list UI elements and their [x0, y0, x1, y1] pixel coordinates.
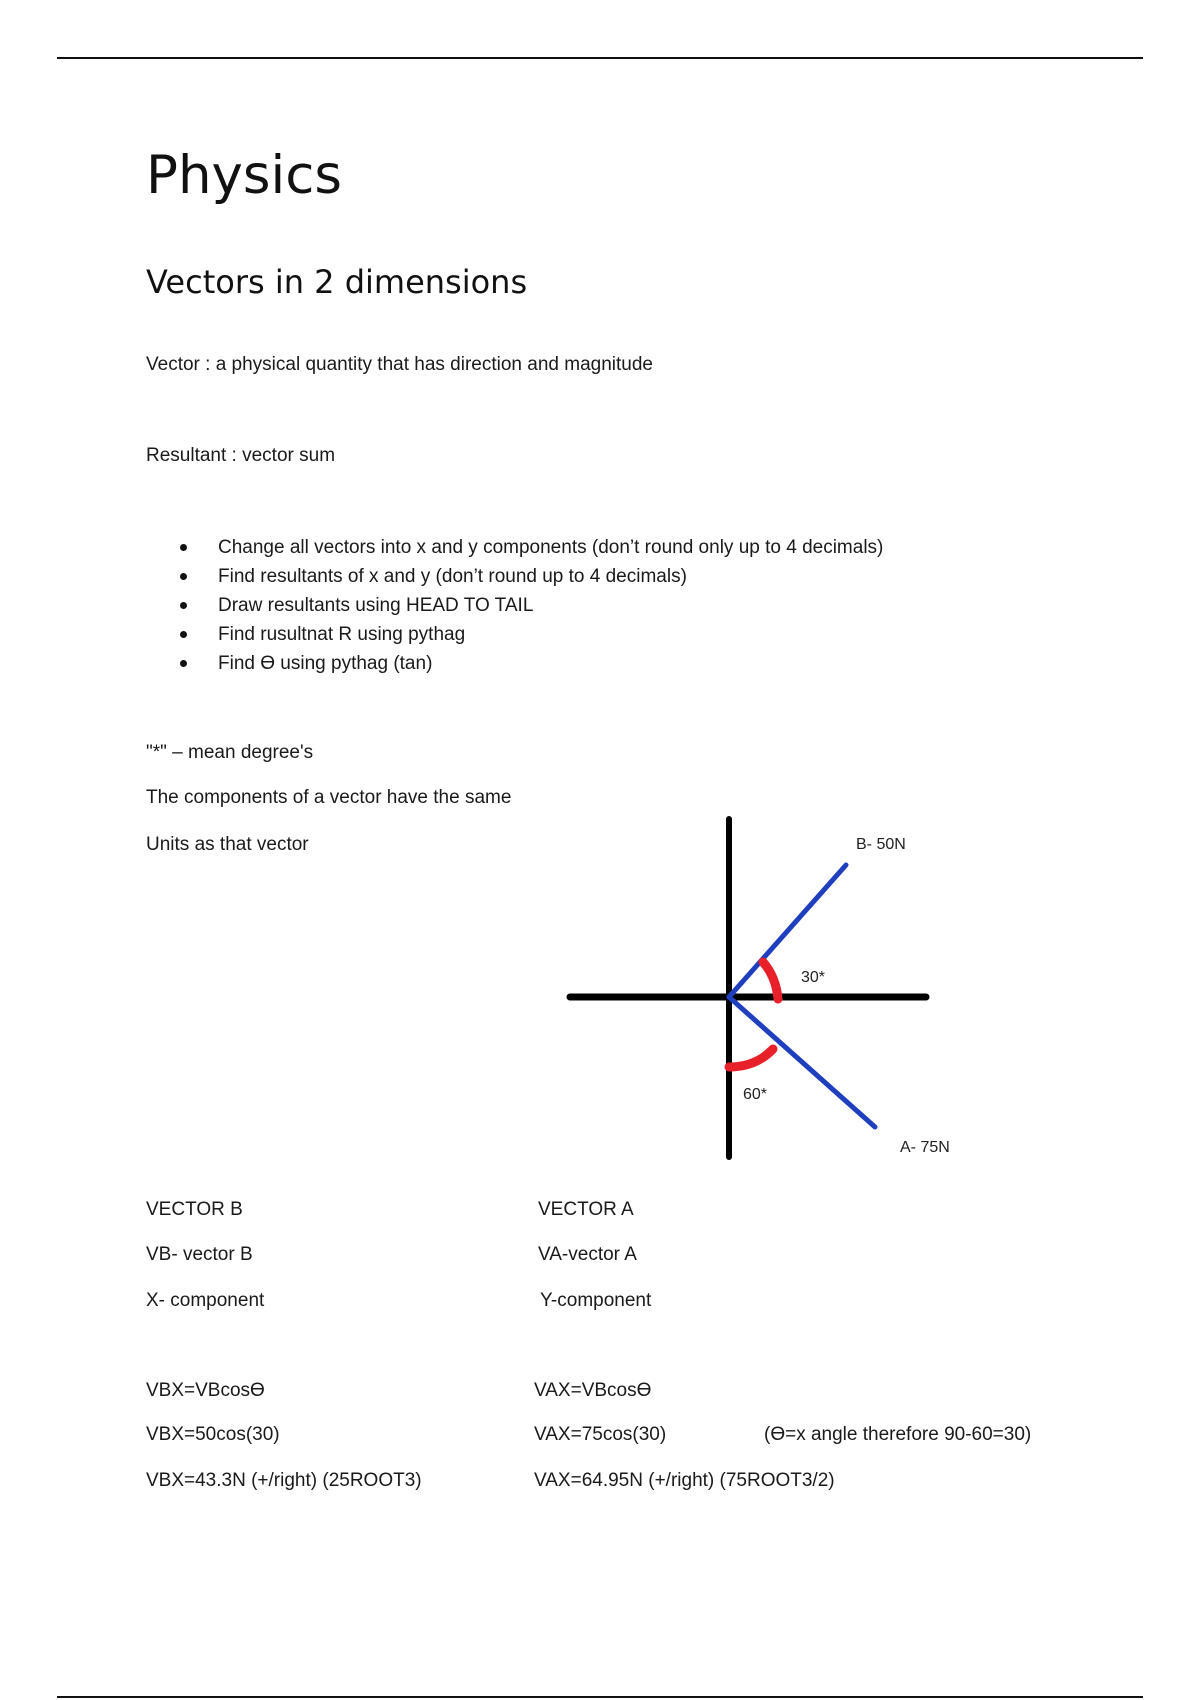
vector-a-substitution: VAX=75cos(30) [534, 1424, 667, 1445]
vector-a-formula: VAX=VBcosϴ [534, 1380, 652, 1401]
bullet-icon [180, 660, 187, 667]
list-item: Find rusultnat R using pythag [146, 620, 883, 649]
vector-b-formula: VBX=VBcosϴ [146, 1380, 265, 1401]
angle-30-arc [763, 962, 778, 999]
bullet-icon [180, 544, 187, 551]
list-item: Find ϴ using pythag (tan) [146, 649, 883, 678]
angle-note: (ϴ=x angle therefore 90-60=30) [764, 1424, 1032, 1445]
steps-list [146, 533, 883, 678]
bottom-rule [57, 1696, 1143, 1698]
vector-a-result: VAX=64.95N (+/right) (75ROOT3/2) [534, 1470, 835, 1491]
vector-definition: Vector : a physical quantity that has direction and magnitude [146, 354, 653, 375]
angle-60-label: 60* [743, 1086, 768, 1103]
angle-60-arc [729, 1049, 773, 1067]
list-item: Draw resultants using HEAD TO TAIL [146, 591, 883, 620]
list-item: Change all vectors into x and y components (don’t round only up to 4 decimals) [146, 533, 883, 562]
vector-b-substitution: VBX=50cos(30) [146, 1424, 280, 1445]
vector-b-line [729, 865, 846, 997]
bullet-icon [180, 631, 187, 638]
list-item: Find resultants of x and y (don’t round up to 4 decimals) [146, 562, 883, 591]
vector-b-component: X- component [146, 1290, 265, 1311]
vector-b-result: VBX=43.3N (+/right) (25ROOT3) [146, 1470, 422, 1491]
bullet-icon [180, 573, 187, 580]
vector-a-label: A- 75N [900, 1139, 950, 1156]
vector-b-heading: VECTOR B [146, 1199, 243, 1220]
components-note-line1: The components of a vector have the same [146, 787, 512, 808]
degree-note: "*" – mean degree's [146, 742, 314, 763]
vector-a-component: Y-component [540, 1290, 652, 1311]
page-title: Physics [146, 145, 343, 206]
resultant-definition: Resultant : vector sum [146, 445, 336, 466]
top-rule [57, 57, 1143, 59]
vector-diagram [560, 805, 980, 1165]
page-subtitle: Vectors in 2 dimensions [146, 263, 528, 301]
vector-a-heading: VECTOR A [538, 1199, 634, 1220]
bullet-icon [180, 602, 187, 609]
components-note-line2: Units as that vector [146, 834, 309, 855]
vector-a-name: VA-vector A [538, 1244, 637, 1265]
vector-b-label: B- 50N [856, 836, 906, 853]
vector-b-name: VB- vector B [146, 1244, 253, 1265]
angle-30-label: 30* [801, 969, 826, 986]
